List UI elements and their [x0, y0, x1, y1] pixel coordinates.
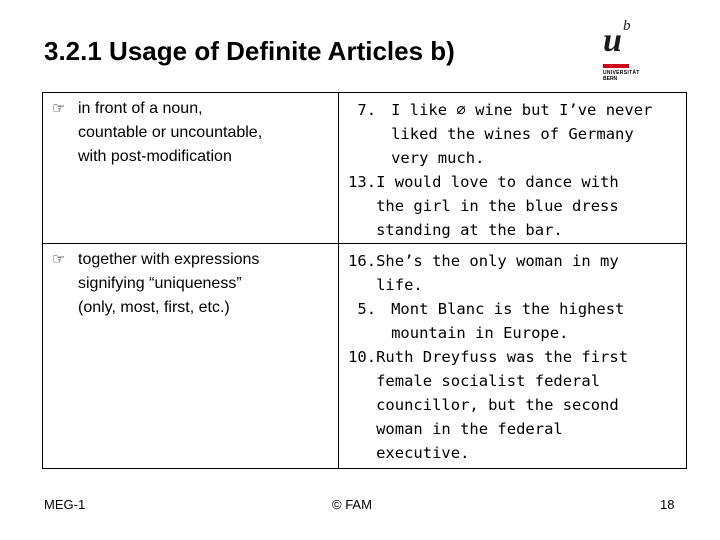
logo-line-2: BERN — [603, 76, 618, 82]
footer-copyright: © FAM — [332, 497, 372, 512]
example-number: 10. — [348, 348, 377, 366]
rule-line: (only, most, first, etc.) — [78, 299, 230, 316]
example-line: standing at the bar. — [376, 221, 563, 239]
footer-course-code: MEG-1 — [44, 497, 86, 512]
example-line: female socialist federal — [376, 372, 601, 390]
logo-mark: u — [603, 22, 622, 59]
rule-line: with post-modification — [78, 148, 232, 165]
university-logo — [601, 18, 651, 86]
example-item — [339, 170, 682, 242]
rule-line: together with expressions — [78, 251, 260, 268]
example-line: Ruth Dreyfuss was the first — [376, 348, 629, 366]
logo-superscript: b — [623, 18, 631, 34]
logo-accent-bar — [603, 64, 629, 68]
example-line: Mont Blanc is the highest — [391, 300, 625, 318]
slide-title: 3.2.1 Usage of Definite Articles b) — [44, 36, 455, 66]
example-line: the girl in the blue dress — [376, 197, 619, 215]
example-line: life. — [376, 276, 423, 294]
example-item — [339, 297, 682, 345]
rule-cell — [43, 93, 339, 244]
example-line: I would love to dance with — [376, 173, 619, 191]
examples-cell — [339, 93, 687, 244]
example-item — [339, 249, 682, 297]
example-number: 7. — [357, 101, 377, 119]
example-line: liked the wines of Germany — [391, 125, 634, 143]
usage-table — [42, 92, 687, 469]
rule-bullet — [43, 244, 338, 320]
example-number: 5. — [357, 300, 377, 318]
examples-cell — [339, 244, 687, 469]
example-number: 13. — [348, 173, 377, 191]
rule-bullet — [43, 93, 338, 169]
rule-line: in front of a noun, — [78, 100, 203, 117]
table-row — [43, 93, 687, 244]
pointing-hand-icon: ☞ — [52, 251, 66, 268]
example-line: She’s the only woman in my — [376, 252, 619, 270]
example-line: councillor, but the second — [376, 396, 619, 414]
footer-page-number: 18 — [660, 497, 675, 512]
rule-line: signifying “uniqueness” — [78, 275, 242, 292]
logo-line-1: UNIVERSITÄT — [603, 70, 640, 76]
example-number: 16. — [348, 252, 377, 270]
example-line: I like ∅ wine but I’ve never — [391, 101, 653, 119]
example-item — [339, 98, 682, 170]
example-line: woman in the federal — [376, 420, 563, 438]
example-line: mountain in Europe. — [391, 324, 569, 342]
example-line: executive. — [376, 444, 470, 462]
example-item — [339, 345, 682, 465]
rule-line: countable or uncountable, — [78, 124, 263, 141]
table-row — [43, 244, 687, 469]
example-line: very much. — [391, 149, 485, 167]
rule-cell — [43, 244, 339, 469]
pointing-hand-icon: ☞ — [52, 100, 66, 117]
